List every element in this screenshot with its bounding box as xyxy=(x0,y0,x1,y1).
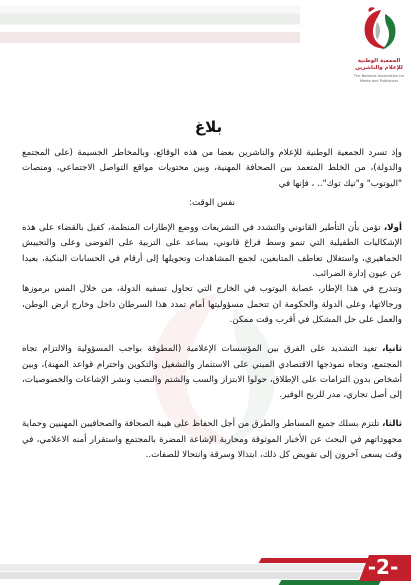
logo-name-en: The National Association for Media and Publishers xyxy=(353,74,405,83)
third-point xyxy=(22,417,402,463)
header-stripes xyxy=(0,6,300,68)
first-point-continuation xyxy=(22,282,402,328)
first-point-lead: أولا، xyxy=(383,223,402,234)
second-point-text: تعيد التشديد على الفرق بين المؤسسات الإعلامية (المطوقة بواجب المسؤولية والالتزام تجاه المجتمع، وتجاه نموذجها الاقتصادي المبني على الاستثمار والتشغيل والتكوين واحترام قواعد المهنة)، وبين أشخاص بدون التزامات على الإطلاق، حولوا الابتزاز والسب والشتم والنصب ونشر الإشاعات والخصوصيات، إلى أصل تجاري، مدر للربح الوفير. xyxy=(22,344,402,401)
intro-ending xyxy=(22,196,402,211)
first-point-cont-text: وتندرج في هذا الإطار، عصابة اليوتوب في الخارج التي تحاول تسفيه الدولة، من خلال المس برموزها ورجالاتها، وعلى الدولة والحكومة ان تتحمل مسؤوليتها أمام تمدد هذا السرطان داخل وخارج ارض الوطن، والعمل على حل المشكل في أقرب وقت ممكن. xyxy=(22,284,402,325)
intro-paragraph xyxy=(22,146,402,192)
footer-stripe-red xyxy=(259,558,372,563)
footer-decoration xyxy=(0,555,417,585)
document-body xyxy=(22,146,402,463)
footer-stripe xyxy=(0,564,372,571)
third-point-text: تلتزم بسلك جميع المساطر والطرق من أجل الحفاظ على هيبة الصحافة والصحافيين المهنيين وحماية مجهوداتهم في البحث عن الأخبار الموثوقة ومحاربة الإشاعة المضرة بالمجتمع واستقرار أمنه الاعلامي، في وقت يسعى آخرون إلى تقويض كل ذلك، ابتذالا وسرقة وانتحالا للصفات.. xyxy=(22,419,402,461)
intro-text: وإذ تسرد الجمعية الوطنية للإعلام والناشرين بعضا من هذه الوقائع، وبالمخاطر الجسيمة (على المجتمع والدولة)، من الخلط المتعمد بين الصحافة المهنية، وبين محتويات مواقع التواصل الاجتماعي، ومنصات "اليوتوب" و"تيك توك".. ، فإنها في xyxy=(22,148,402,189)
document-title: بلاغ xyxy=(194,118,223,136)
third-point-lead: ثالثا، xyxy=(382,419,402,430)
footer-stripe xyxy=(0,572,362,579)
association-logo xyxy=(351,4,407,96)
first-point xyxy=(22,221,402,282)
second-point xyxy=(22,342,402,403)
first-point-text: تؤمن بأن التأطير القانوني والتشدد في التشريعات ووضع الإطارات المنظمة، كفيل بالقضاء على هذه الإشكاليات الطفيلية التي تنمو وسط فراغ قانوني، يساعد على التربية على الفوضى وعلى والتجييش الجماهيري، واستغلال تعاطف المتابعين، لجمع المشاهدات وتحويلها إلى أرقام في الحسابات البنكية، بعيدا عن عيون إدارة الضرائب. xyxy=(22,223,402,280)
page-number: -2- xyxy=(367,555,399,579)
second-point-lead: ثانيا، xyxy=(382,344,402,355)
intro-end-text: نفس الوقت: xyxy=(189,197,235,208)
logo-emblem-icon xyxy=(351,4,407,60)
header-decoration xyxy=(0,0,360,88)
logo-name-ar: الجمعية الوطنية للإعلام والناشرين xyxy=(355,58,403,71)
